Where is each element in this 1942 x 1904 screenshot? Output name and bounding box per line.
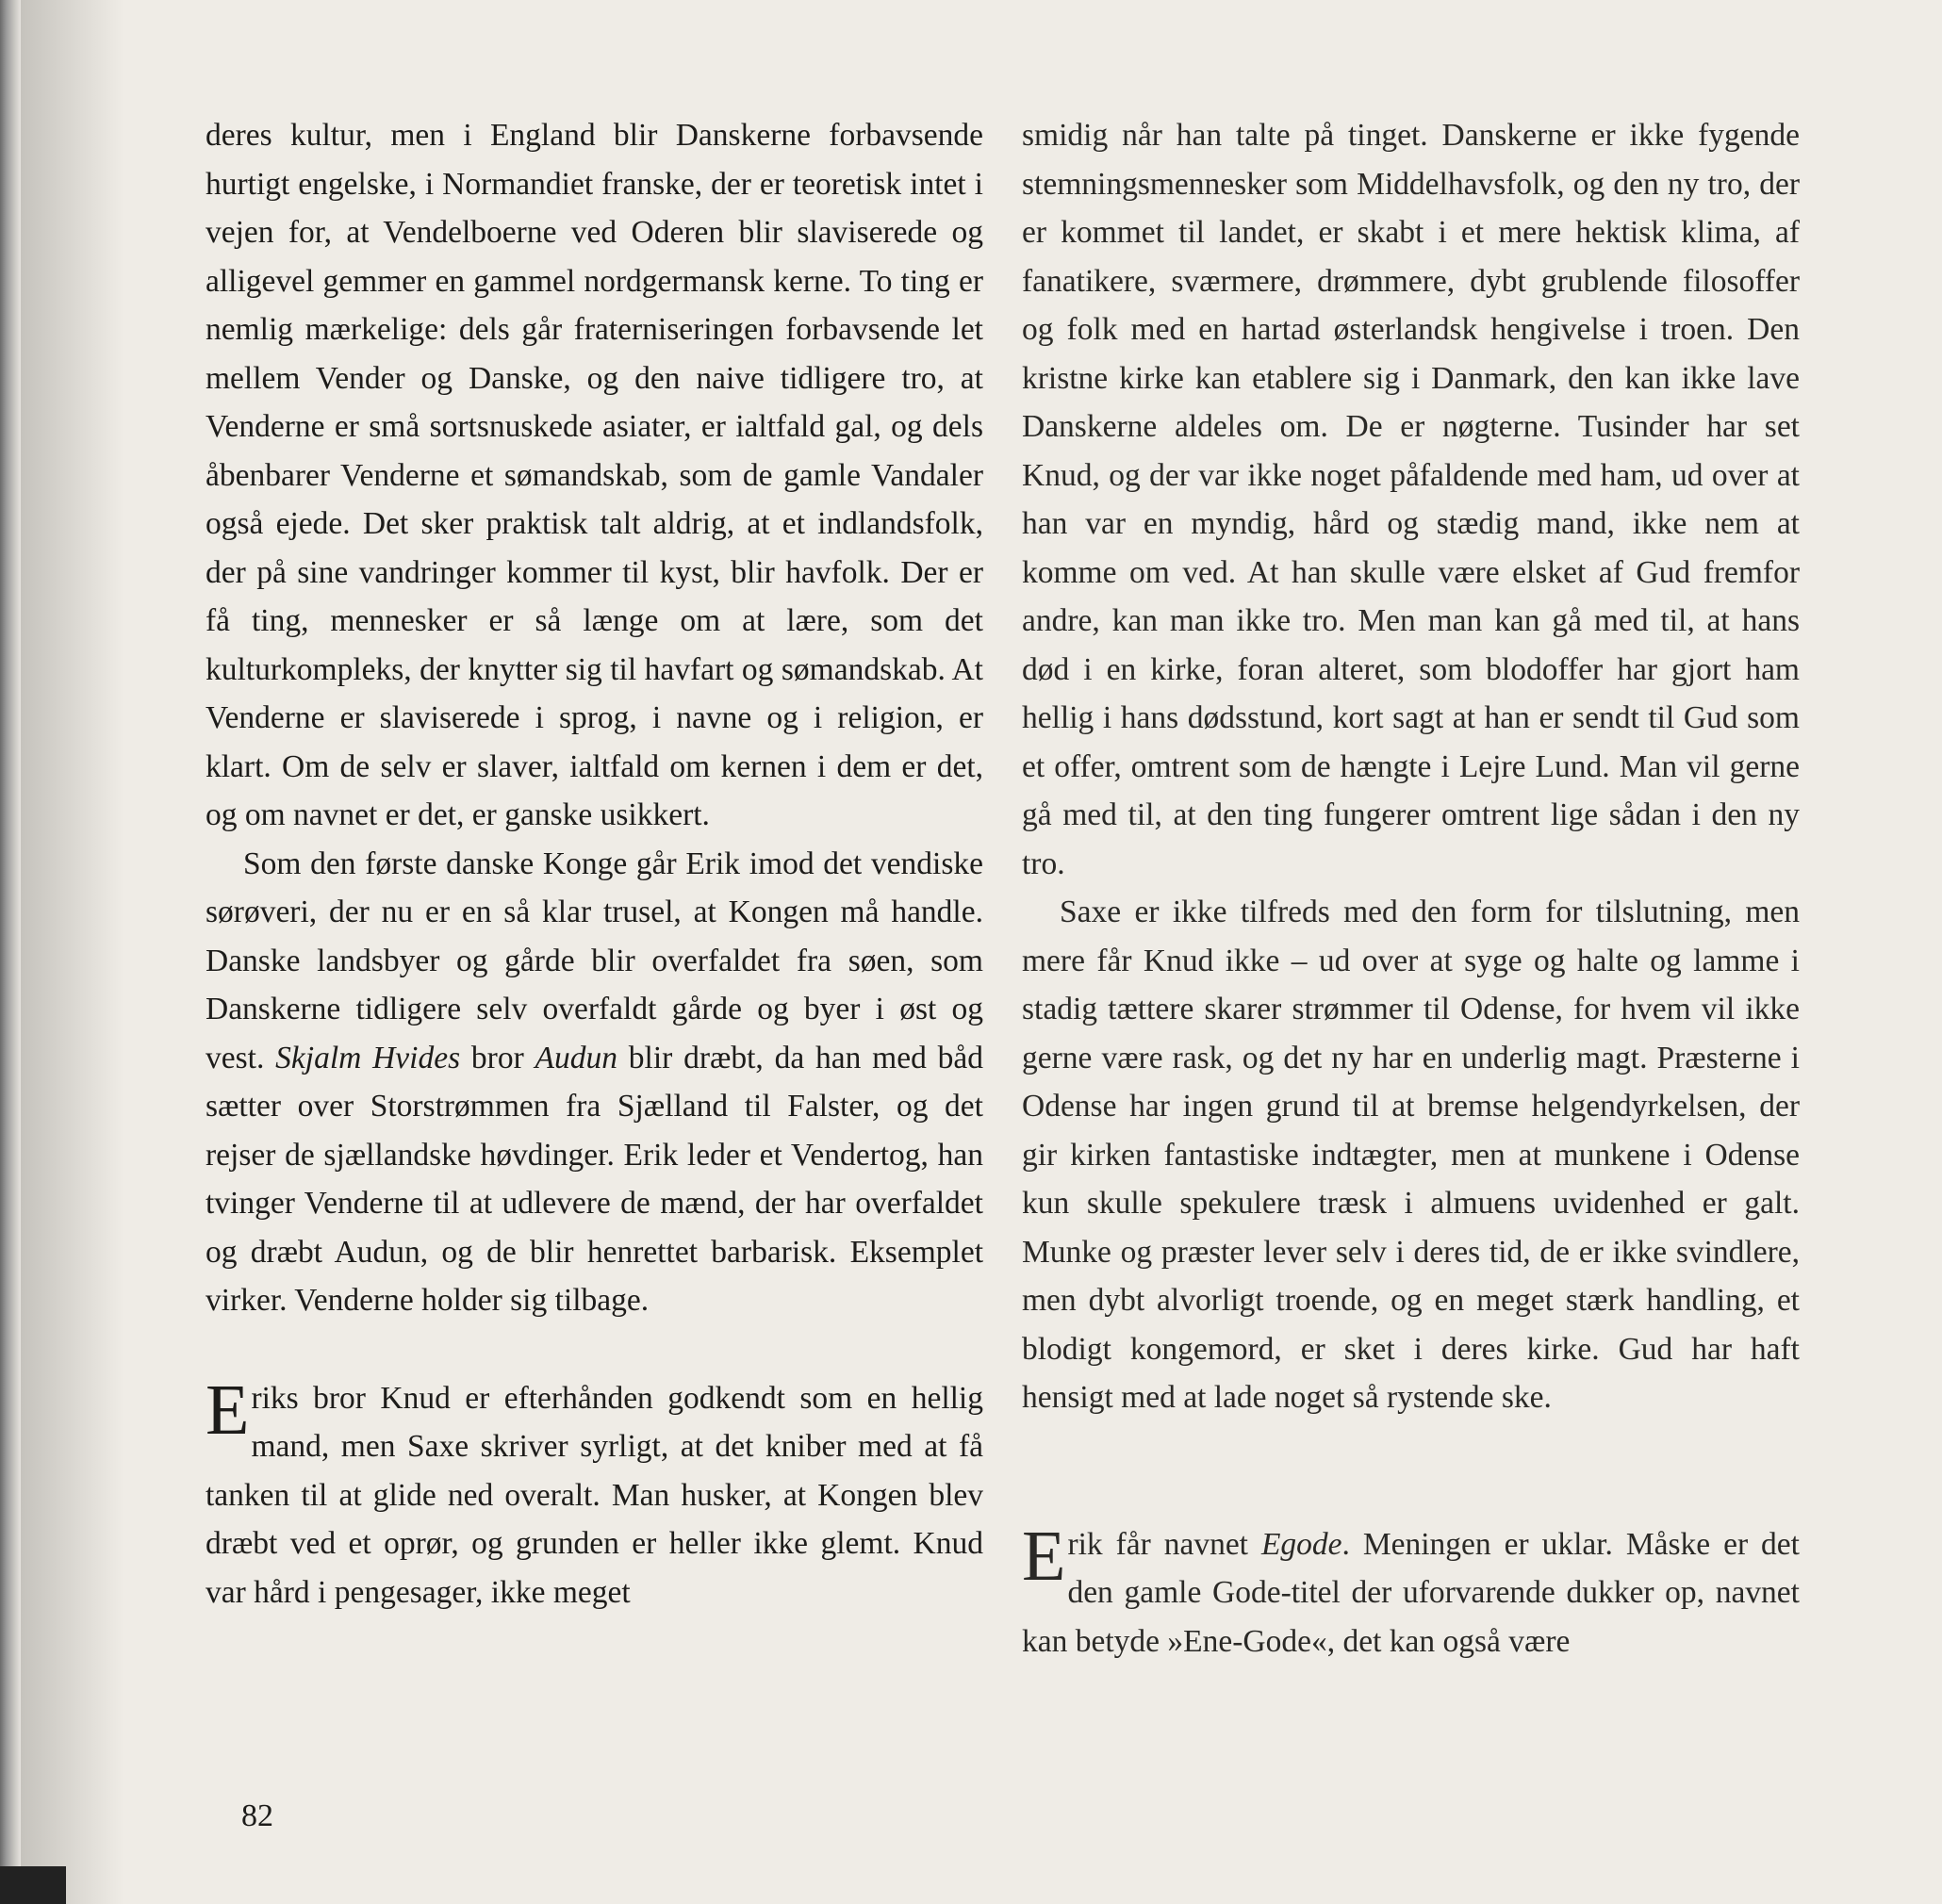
gutter-shade (21, 0, 124, 1904)
page-corner (0, 1866, 66, 1904)
drop-cap: E (206, 1370, 250, 1450)
right-paragraph-2: Saxe er ikke tilfreds med den form for tilslutning, men mere får Knud ikke – ud over at syge og halte og lamme i stadig tættere skarer strømmer til Odense, for hvem vil ikke gerne være rask, og det ny har en underlig magt. Præsterne i Odense har ingen grund til at bremse helgendyrkelsen, der gir kirken fantastiske indtægter, men at munkene i Odense kun skulle spekulere træsk i almuens uvidenhed er galt. Munke og præster lever selv i deres tid, de er ikke svindlere, men dybt alvorligt troende, og en meget stærk handling, et blodigt kongemord, er sket i deres kirke. Gud har haft hensigt med at lade noget så rystende ske. (1022, 895, 1800, 1415)
right-paragraph-3-part-a: rik får navnet (1067, 1526, 1261, 1562)
left-column (206, 111, 983, 1617)
left-paragraph-3-text: riks bror Knud er efterhånden godkendt som en hellig mand, men Saxe skriver syrligt, at det kniber med at få tanken til at glide ned overalt. Man husker, at Kongen blev dræbt ved et oprør, og grunden er heller ikke glemt. Knud var hård i pengesager, ikke meget (206, 1380, 983, 1610)
right-paragraph-3-part-b: . Meningen er uklar. Måske er det den gamle Gode-titel der uforvarende dukker op, navnet kan betyde »Ene-Gode«, det kan også være (1022, 1526, 1800, 1659)
name-skjalm-hvides: Skjalm Hvides (275, 1040, 461, 1075)
right-column (1022, 111, 1800, 1666)
section-gap (1022, 1422, 1800, 1471)
left-paragraph-1: deres kultur, men i England blir Danskerne forbavsende hurtigt engelske, i Normandiet franske, der er teoretisk intet i vejen for, at Vendelboerne ved Oderen blir slaviserede og alligevel gemmer en gammel nordgermansk kerne. To ting er nemlig mærkelige: dels går fraterniseringen forbavsende let mellem Vender og Danske, og den naive tidligere tro, at Venderne er små sortsnuskede asiater, er ialtfald gal, og dels åbenbarer Venderne et sømandskab, som de gamle Vandaler også ejede. Det sker praktisk talt aldrig, at et indlandsfolk, der på sine vandringer kommer til kyst, blir havfolk. Der er få ting, mennesker er så længe om at lære, som det kulturkompleks, der knytter sig til havfart og sømandskab. At Venderne er slaviserede i sprog, i navne og i religion, er klart. Om de selv er slaver, ialtfald om kernen i dem er det, og om navnet er det, er ganske usikkert. (206, 118, 983, 832)
right-paragraph-3 (1022, 1516, 1800, 1666)
drop-cap: E (1022, 1516, 1066, 1596)
name-egode: Egode (1260, 1526, 1342, 1562)
page-number: 82 (241, 1798, 273, 1833)
left-paragraph-2-part-b: bror (460, 1040, 535, 1075)
name-audun: Audun (535, 1040, 618, 1075)
left-paragraph-3 (206, 1370, 983, 1617)
left-paragraph-2-part-c: blir dræbt, da han med båd sætter over Storstrømmen fra Sjælland til Falster, og det rejser de sjællandske høvdinger. Erik leder et Vendertog, han tvinger Venderne til at udlevere de mænd, der har overfaldet og dræbt Audun, og de blir henrettet barbarisk. Eksemplet virker. Venderne holder sig tilbage. (206, 1040, 984, 1318)
left-paragraph-2 (206, 840, 983, 1325)
section-gap (1022, 1471, 1800, 1520)
left-paragraph-2-part-a: Som den første danske Konge går Erik imod det vendiske sørøveri, der nu er en så klar trusel, at Kongen må handle. Danske landsbyer og gårde blir overfaldet fra søen, som Danskerne tidligere selv overfaldt gårde og byer i øst og vest. (206, 845, 983, 1075)
section-gap (206, 1325, 983, 1374)
page-edge (0, 0, 21, 1904)
right-paragraph-1: smidig når han talte på tinget. Danskerne er ikke fygende stemningsmennesker som Middelhavsfolk, og den ny tro, der er kommet til landet, er skabt i et mere hektisk klima, af fanatikere, sværmere, drømmere, dybt grublende filosoffer og folk med en hartad østerlandsk hengivelse i troen. Den kristne kirke kan etablere sig i Danmark, den kan ikke lave Danskerne aldeles om. De er nøgterne. Tusinder har set Knud, og der var ikke noget påfaldende med ham, ud over at han var en myndig, hård og stædig mand, ikke nem at komme om ved. At han skulle være elsket af Gud fremfor andre, kan man ikke tro. Men man kan gå med til, at hans død i en kirke, foran alteret, som blodoffer har gjort ham hellig i hans dødsstund, kort sagt at han er sendt til Gud som et offer, omtrent som de hængte i Lejre Lund. Man vil gerne gå med til, at den ting fungerer omtrent lige sådan i den ny tro. (1022, 118, 1800, 881)
